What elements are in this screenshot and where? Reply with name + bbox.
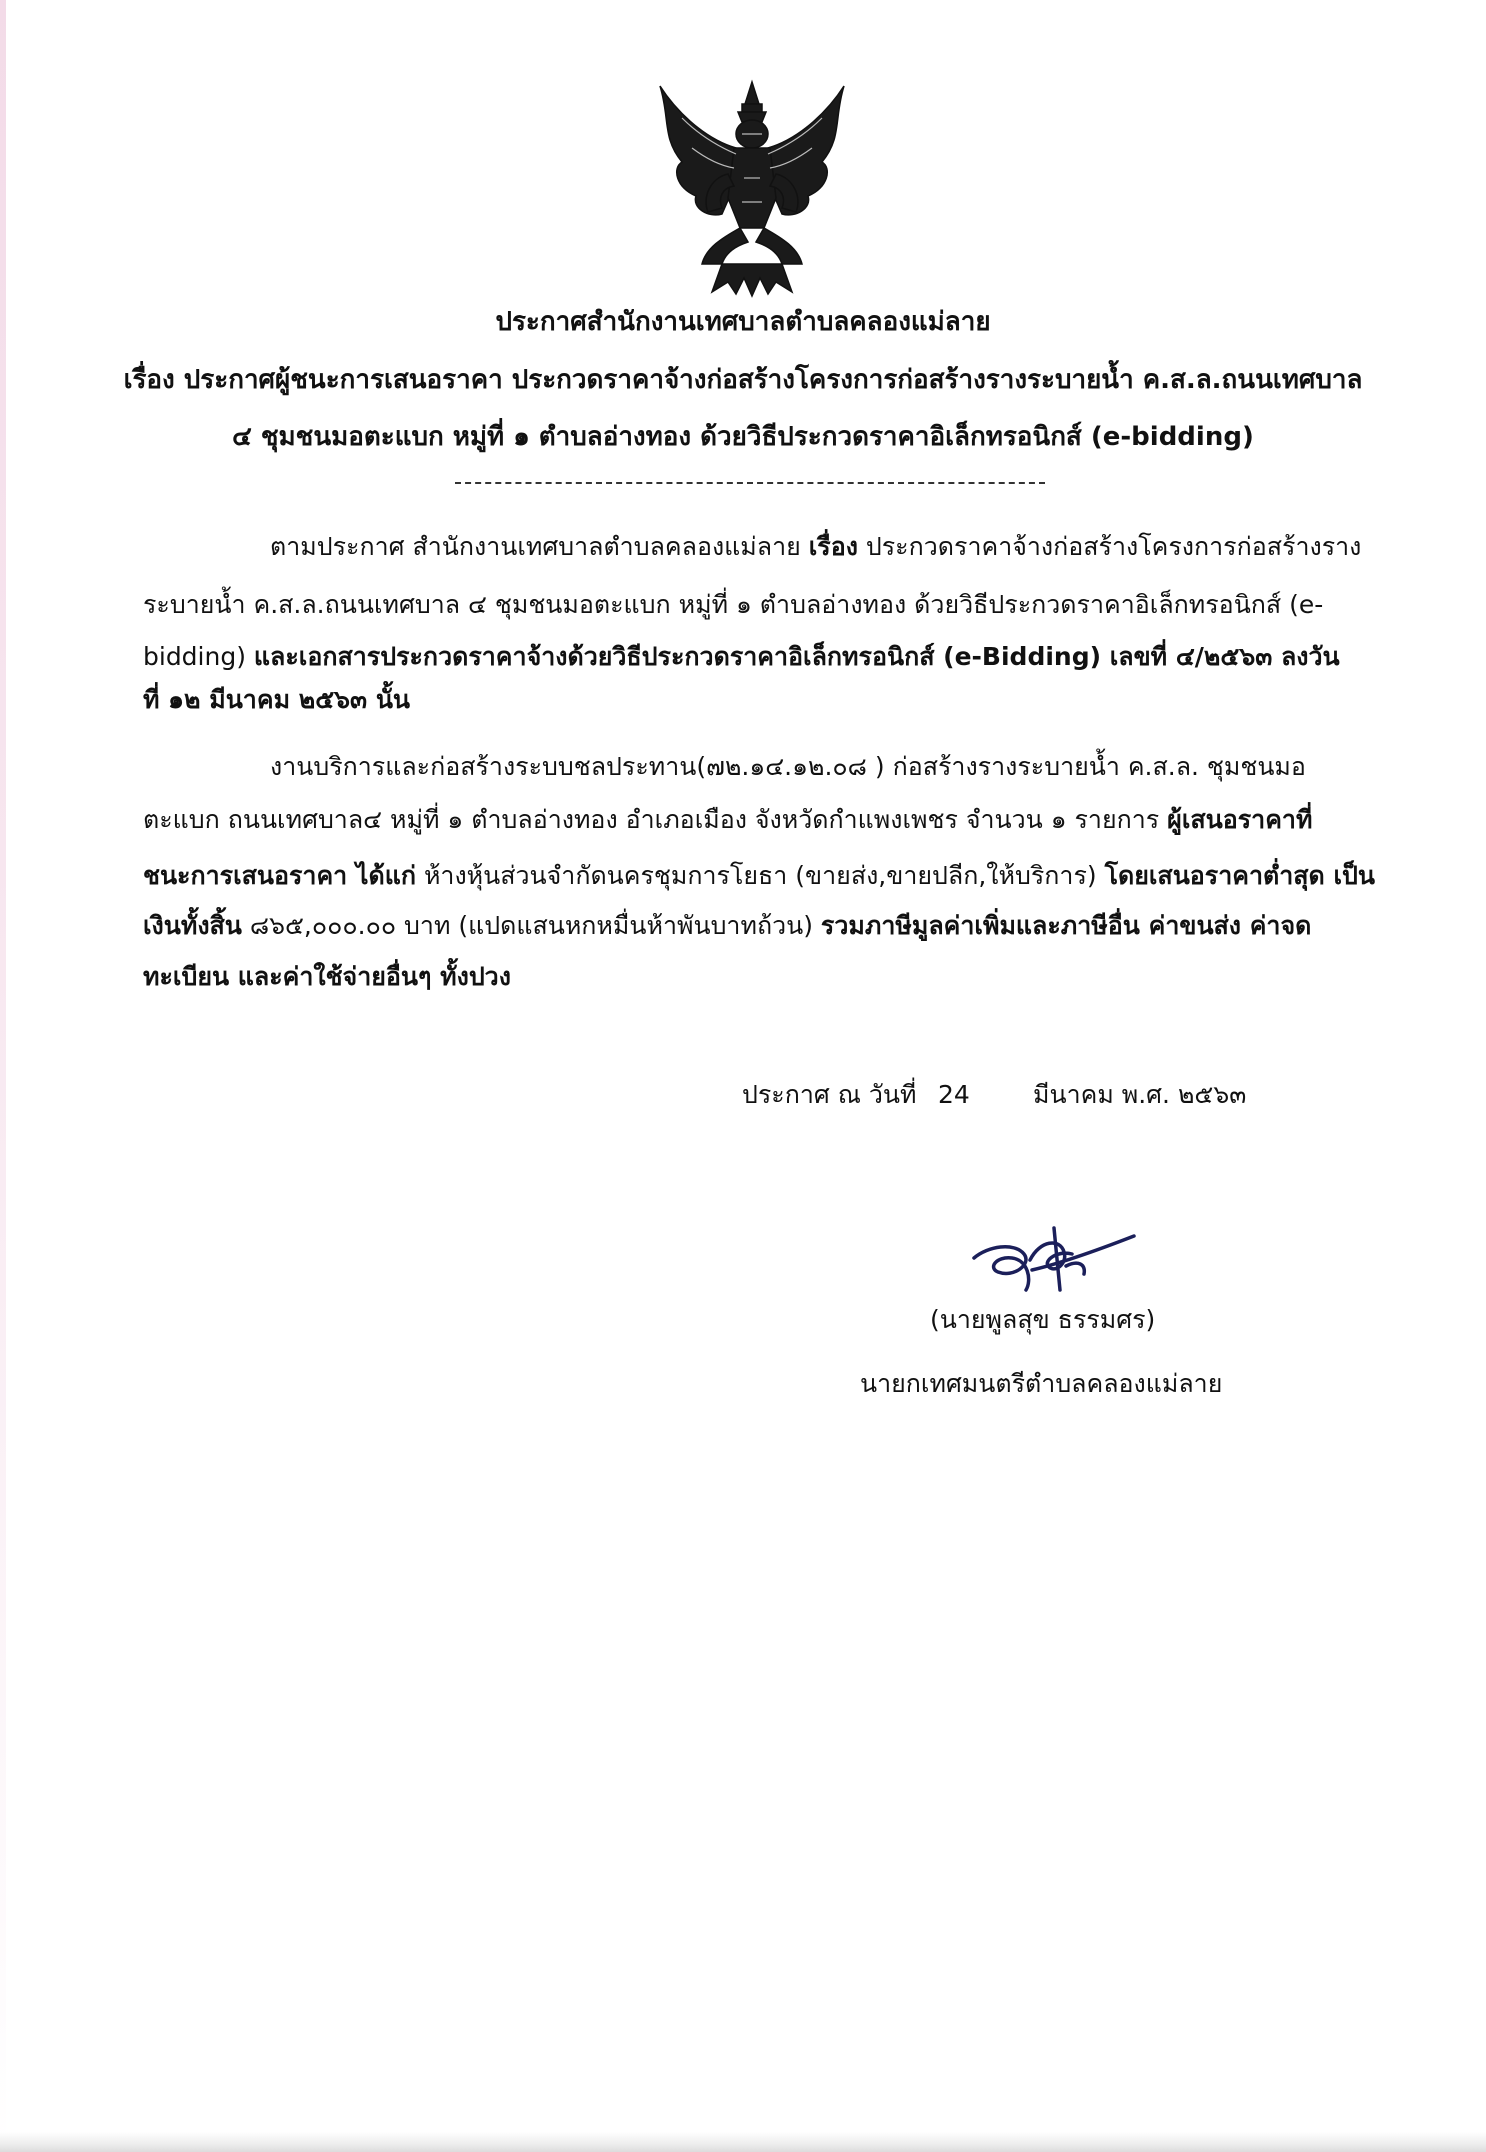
- paragraph1-line1: [270, 527, 1361, 567]
- signatory-name: (นายพูลสุข ธรรมศร): [930, 1305, 1156, 1334]
- scan-bottom-edge: [0, 2132, 1486, 2152]
- announcement-date-day: 24: [938, 1080, 970, 1109]
- subject-line-2: ๔ ชุมชนมอตะแบก หมู่ที่ ๑ ตำบลอ่างทอง ด้วยวิธีประกวดราคาอิเล็กทรอนิกส์ (e-bidding): [232, 422, 1254, 452]
- paragraph2-amount: ๘๖๕,๐๐๐.๐๐ บาท (แปดแสนหกหมื่นห้าพันบาทถ้วน): [241, 911, 821, 940]
- paragraph2-line2-text: ตะแบก ถนนเทศบาล๔ หมู่ที่ ๑ ตำบลอ่างทอง อำเภอเมือง จังหวัดกำแพงเพชร จำนวน ๑ รายการ: [143, 805, 1168, 834]
- garuda-emblem-icon: [652, 78, 852, 298]
- paragraph2-winner-label: ผู้เสนอราคาที่: [1167, 805, 1313, 834]
- paragraph1-line1-text: ตามประกาศ สำนักงานเทศบาลตำบลคลองแม่ลาย: [270, 532, 809, 561]
- paragraph2-line1: งานบริการและก่อสร้างระบบชลประทาน(๗๒.๑๔.๑๒.๐๘ ) ก่อสร้างรางระบายน้ำ ค.ส.ล. ชุมชนมอ: [270, 752, 1306, 781]
- paragraph2-winner-name: ห้างหุ้นส่วนจำกัดนครชุมการโยธา (ขายส่ง,ขายปลีก,ให้บริการ): [416, 861, 1105, 890]
- subject-line-1: เรื่อง ประกาศผู้ชนะการเสนอราคา ประกวดราคาจ้างก่อสร้างโครงการก่อสร้างรางระบายน้ำ ค.ส.ล.ถนนเทศบาล: [123, 365, 1363, 395]
- paragraph1-subject-word: เรื่อง: [808, 532, 858, 561]
- paragraph2-total-label: เงินทั้งสิ้น: [143, 911, 242, 940]
- paragraph1-line2: ระบายน้ำ ค.ส.ล.ถนนเทศบาล ๔ ชุมชนมอตะแบก หมู่ที่ ๑ ตำบลอ่างทอง ด้วยวิธีประกวดราคาอิเล็กทรอนิกส์ (e-: [143, 590, 1324, 619]
- paragraph2-line4: [143, 906, 1311, 946]
- paragraph2-winner-label-cont: ชนะการเสนอราคา ได้แก่: [143, 861, 416, 890]
- announcement-date-label: ประกาศ ณ วันที่: [742, 1080, 917, 1109]
- paragraph1-line3-text: bidding): [143, 642, 254, 671]
- handwritten-signature: [968, 1220, 1138, 1300]
- paragraph2-line3: [143, 856, 1375, 896]
- dashed-divider: [455, 482, 1045, 484]
- paragraph1-line3-bold: และเอกสารประกวดราคาจ้างด้วยวิธีประกวดราคาอิเล็กทรอนิกส์ (e-Bidding) เลขที่ ๔/๒๕๖๓ ลงวัน: [253, 642, 1340, 671]
- paragraph1-line3: [143, 637, 1340, 677]
- paragraph1-line1-text-cont: ประกวดราคาจ้างก่อสร้างโครงการก่อสร้างราง: [857, 532, 1362, 561]
- paragraph2-lowest-bid-label: โดยเสนอราคาต่ำสุด เป็น: [1104, 861, 1376, 890]
- paragraph2-line2: [143, 800, 1312, 840]
- paragraph2-line5: ทะเบียน และค่าใช้จ่ายอื่นๆ ทั้งปวง: [143, 962, 511, 991]
- document-title: ประกาศสำนักงานเทศบาลตำบลคลองแม่ลาย: [495, 307, 991, 337]
- announcement-date-month-year: มีนาคม พ.ศ. ๒๕๖๓: [1033, 1080, 1247, 1109]
- paragraph1-line4: ที่ ๑๒ มีนาคม ๒๕๖๓ นั้น: [143, 685, 410, 714]
- signatory-position: นายกเทศมนตรีตำบลคลองแม่ลาย: [860, 1369, 1223, 1398]
- paragraph2-tax-note: รวมภาษีมูลค่าเพิ่มและภาษีอื่น ค่าขนส่ง ค่าจด: [820, 911, 1312, 940]
